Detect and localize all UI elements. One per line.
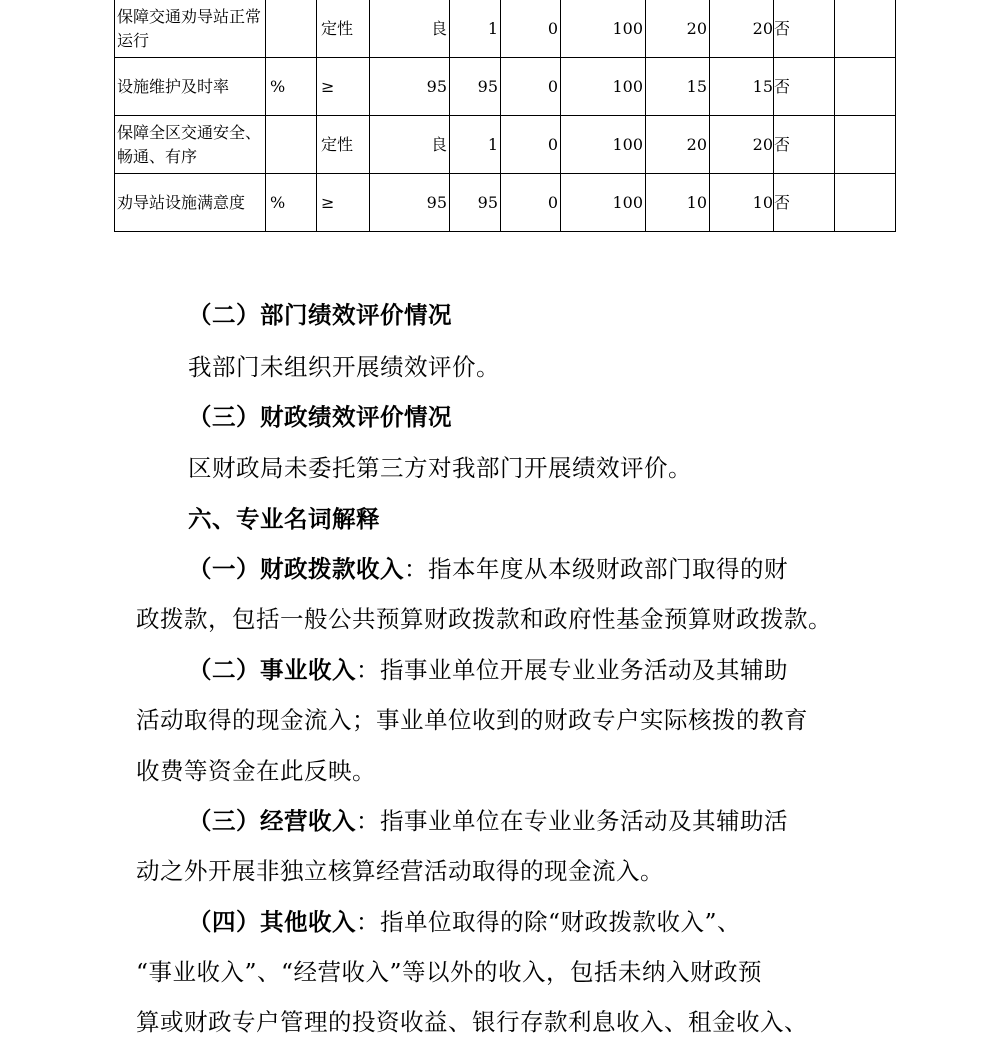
- term-other-income: [188, 903, 741, 937]
- term-definition: ：指事业单位开展专业业务活动及其辅助: [356, 656, 788, 684]
- score-base-cell: 100: [561, 58, 646, 116]
- actual-cell: 95: [450, 174, 501, 232]
- operator-cell: 定性: [317, 116, 370, 174]
- deviation-cell: 0: [501, 116, 561, 174]
- section-heading-fin-eval: （三）财政绩效评价情况: [188, 403, 452, 431]
- weight-cell: 20: [646, 0, 710, 58]
- weight-cell: 15: [646, 58, 710, 116]
- flag-cell: 否: [774, 116, 835, 174]
- score-cell: 20: [710, 116, 774, 174]
- note-cell: [835, 58, 896, 116]
- operator-cell: 定性: [317, 0, 370, 58]
- actual-cell: 1: [450, 0, 501, 58]
- table-row: [115, 0, 896, 58]
- score-base-cell: 100: [561, 116, 646, 174]
- table-row: [115, 116, 896, 174]
- unit-cell: %: [266, 174, 317, 232]
- score-cell: 10: [710, 174, 774, 232]
- term-label: （四）其他收入: [188, 908, 356, 936]
- term-definition: ：指单位取得的除“财政拨款收入”、: [356, 908, 742, 936]
- score-cell: 20: [710, 0, 774, 58]
- term-definition: ：指事业单位在专业业务活动及其辅助活: [356, 807, 788, 835]
- target-cell: 良: [370, 116, 450, 174]
- term-definition: ：指本年度从本级财政部门取得的财: [404, 555, 788, 583]
- term-definition-continued: 收费等资金在此反映。: [136, 757, 376, 785]
- deviation-cell: 0: [501, 174, 561, 232]
- table-row: [115, 58, 896, 116]
- term-label: （三）经营收入: [188, 807, 356, 835]
- term-financial-allocation: [188, 550, 788, 584]
- indicator-name: 劝导站设施满意度: [115, 174, 266, 232]
- table-body: [115, 0, 896, 232]
- operator-cell: ≥: [317, 58, 370, 116]
- indicator-name: 保障全区交通安全、畅通、有序: [115, 116, 266, 174]
- paragraph-fin-eval: 区财政局未委托第三方对我部门开展绩效评价。: [188, 454, 692, 482]
- indicator-name: 设施维护及时率: [115, 58, 266, 116]
- table-row: [115, 174, 896, 232]
- actual-cell: 95: [450, 58, 501, 116]
- note-cell: [835, 174, 896, 232]
- flag-cell: 否: [774, 58, 835, 116]
- flag-cell: 否: [774, 0, 835, 58]
- note-cell: [835, 116, 896, 174]
- weight-cell: 10: [646, 174, 710, 232]
- deviation-cell: 0: [501, 0, 561, 58]
- term-definition-continued: 算或财政专户管理的投资收益、银行存款利息收入、租金收入、: [136, 1008, 808, 1036]
- term-label: （二）事业收入: [188, 656, 356, 684]
- term-definition-continued: 活动取得的现金流入；事业单位收到的财政专户实际核拨的教育: [136, 706, 808, 734]
- unit-cell: [266, 116, 317, 174]
- score-base-cell: 100: [561, 174, 646, 232]
- term-definition-continued: 政拨款，包括一般公共预算财政拨款和政府性基金预算财政拨款。: [136, 605, 832, 633]
- term-definition-continued: 动之外开展非独立核算经营活动取得的现金流入。: [136, 857, 664, 885]
- actual-cell: 1: [450, 116, 501, 174]
- section-heading-terms: 六、专业名词解释: [188, 505, 380, 533]
- performance-table: [114, 0, 896, 232]
- term-definition-continued: “事业收入”、“经营收入”等以外的收入，包括未纳入财政预: [136, 958, 763, 986]
- flag-cell: 否: [774, 174, 835, 232]
- weight-cell: 20: [646, 116, 710, 174]
- operator-cell: ≥: [317, 174, 370, 232]
- unit-cell: [266, 0, 317, 58]
- note-cell: [835, 0, 896, 58]
- target-cell: 良: [370, 0, 450, 58]
- section-heading-dept-eval: （二）部门绩效评价情况: [188, 301, 452, 329]
- deviation-cell: 0: [501, 58, 561, 116]
- target-cell: 95: [370, 174, 450, 232]
- indicator-name: 保障交通劝导站正常运行: [115, 0, 266, 58]
- term-business-income: [188, 651, 788, 685]
- paragraph-dept-eval: 我部门未组织开展绩效评价。: [188, 353, 500, 381]
- score-cell: 15: [710, 58, 774, 116]
- target-cell: 95: [370, 58, 450, 116]
- term-operating-income: [188, 802, 788, 836]
- unit-cell: %: [266, 58, 317, 116]
- term-label: （一）财政拨款收入: [188, 555, 404, 583]
- score-base-cell: 100: [561, 0, 646, 58]
